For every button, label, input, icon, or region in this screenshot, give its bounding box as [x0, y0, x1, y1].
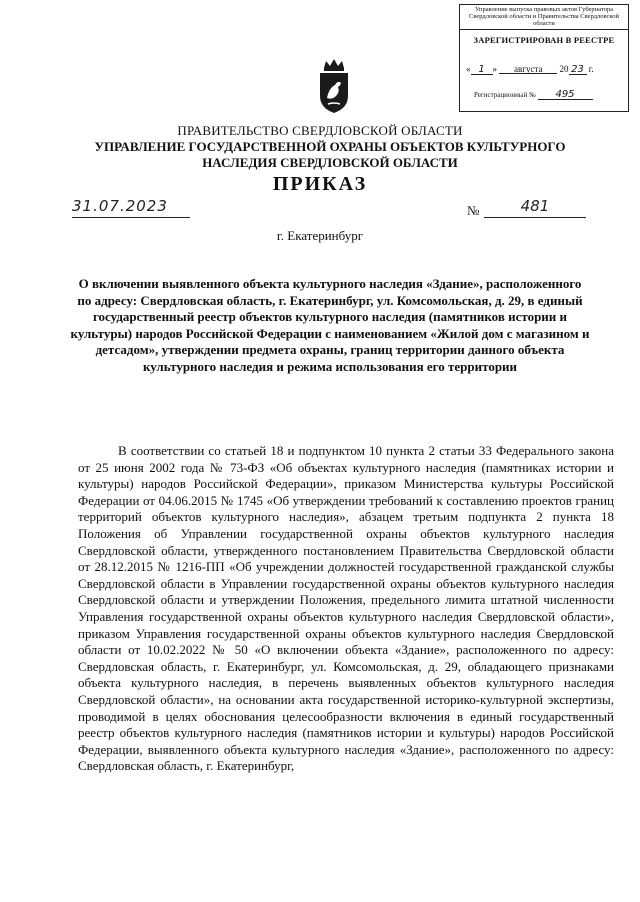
registry-number-line — [474, 91, 624, 100]
registry-number: 495 — [538, 91, 593, 100]
registry-stamp — [459, 4, 629, 112]
registry-number-label: Регистрационный № — [474, 91, 536, 99]
registry-month: августа — [499, 65, 557, 74]
city: г. Екатеринбург — [276, 228, 364, 243]
order-number-label: № — [467, 203, 480, 218]
government-name: ПРАВИТЕЛЬСТВО СВЕРДЛОВСКОЙ ОБЛАСТИ — [177, 123, 463, 138]
registry-year-suffix: 23 — [569, 66, 587, 75]
registry-stamp-title: ЗАРЕГИСТРИРОВАН В РЕЕСТРЕ — [473, 35, 615, 45]
order-number — [484, 197, 586, 218]
order-date — [72, 197, 190, 218]
registry-date: « 1 » августа 20 23 г. — [466, 64, 594, 75]
order-number-value: 481 — [520, 197, 550, 215]
registry-year-prefix: 20 — [559, 64, 569, 74]
department-name: УПРАВЛЕНИЕ ГОСУДАРСТВЕННОЙ ОХРАНЫ ОБЪЕКТОВ КУЛЬТУРНОГО НАСЛЕДИЯ СВЕРДЛОВСКОЙ ОБЛАСТИ — [94, 139, 566, 170]
order-body-paragraph: В соответствии со статьей 18 и подпунктом 10 пункта 2 статьи 33 Федерального закона от 25 июня 2002 года № 73-ФЗ «Об объектах культурного наследия (памятниках истории и культуры) народов Российской Федерации», приказом Министерства культуры Российской Федерации от 04.06.2015 № 1745 «Об утверждении требований к составлению проектов границ территорий объектов культурного наследия», абзацем третьим подпункта 2 пункта 18 Положения об Управлении государственной охраны объектов культурного наследия Свердловской области, утвержденного постановлением Правительства Свердловской области от 28.12.2015 № 1216-ПП «Об учреждении должностей государственной гражданской службы Свердловской области в Управлении государственной охраны объектов культурного наследия Свердловской области и утверждении Положения, предельного лимита штатной численности Управления государственной охраны объектов культурного наследия Свердловской области», приказом Управления государственной охраны объектов культурного наследия Свердловской области от 10.02.2022 № 50 «О включении объекта «Здание», расположенного по адресу: Свердловская область, г. Екатеринбург, ул. Комсомольская, д. 29, обладающего признаками объекта культурного наследия, в перечень выявленных объектов культурного наследия Свердловской области», на основании акта государственной историко-культурной экспертизы, проводимой в целях обоснования целесообразности включения в единый государственный реестр объектов культурного наследия (памятников истории и культуры) народов Российской Федерации, выявленного объекта культурного наследия «Здание», расположенного по адресу: Свердловская область, г. Екатеринбург, — [78, 443, 614, 774]
registry-day: 1 — [471, 66, 493, 75]
coat-of-arms-icon — [316, 58, 352, 114]
order-title: О включении выявленного объекта культурного наследия «Здание», расположенного по адресу: Свердловская область, г. Екатеринбург, ул. Комсомольская, д. 29, в единый государственный реестр объектов культурного наследия (памятников истории и культуры) народов Российской Федерации с наименованием «Жилой дом с магазином и детсадом», утверждении предмета охраны, границ территории данного объекта культурного наследия и режима использования его территории — [70, 276, 590, 374]
registry-stamp-header: Управление выпуска правовых актов Губернатора Свердловской области и Правительства Свердловской области — [460, 5, 628, 30]
registry-year-end: г. — [588, 64, 594, 74]
order-date-value: 31.07.2023 — [72, 197, 168, 215]
document-type: ПРИКАЗ — [272, 173, 368, 195]
